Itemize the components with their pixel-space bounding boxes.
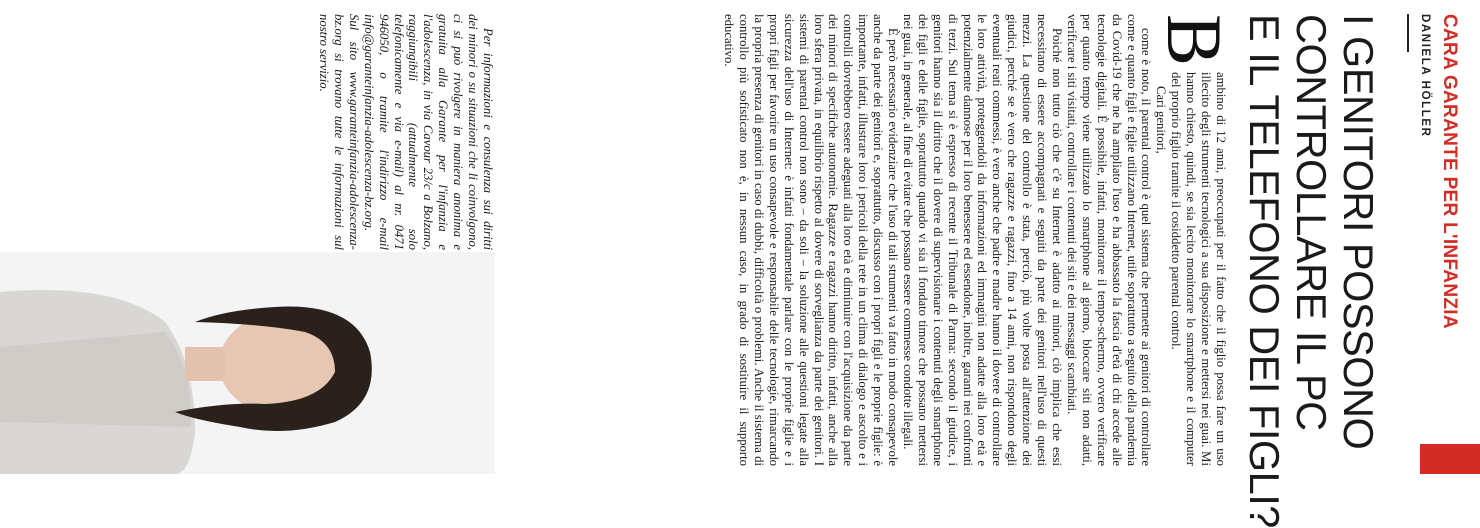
byline-rule [1407,14,1409,52]
answer-paragraph: Poiché non tutto ciò che c'è su Internet è adatto ai minori, ciò implica che essi necessitano di essere accompagnati e seguiti da parte dei genitori nell'uso di questi mezzi. La questione del controllo è stata, perciò, più volte posta all'attenzione dei giudici, perché se è vero che ragazze e ragazzi, fino a 14 anni, non rispondono degli eventuali reati commessi, è vero anche che padre e madre hanno il dovere di controllare le loro attività, proteggendoli da informazioni ed immagini non adatte alla loro età e potenzialmente dannose per il loro benessere ed essendone, inoltre, garanti nei confronti di terzi. Sul tema si è espresso di recente il Tribunale di Parma: secondo il giudice, i genitori hanno sia il diritto che il dovere di supervisionare i contenuti degli smartphone dei figli e delle figlie, soprattutto quando vi sia il fondato timore che possano mettersi nei guai, in generale, al fine di evitare che possano essere commesse condotte illegali. [900,14,1065,466]
headline-line: CONTROLLARE IL PC [1288,14,1335,431]
article-body [722,14,1238,466]
headline-line: I GENITORI POSSONO [1335,14,1382,450]
portrait-photo [0,252,495,474]
portrait-illustration [0,252,495,474]
headline [1241,14,1382,528]
author-byline: DANIELA HÖLLER [1419,14,1431,138]
headline-line: E IL TELEFONO DEI FIGLI? [1241,14,1288,528]
reader-letter-text: ambino di 12 anni, preoccupati per il fatto che il figlio possa fare un uso illecito degli strumenti tecnologici a sua disposizione e mettersi nei guai. Mi hanno chiesto, quindi, se sia lecito monitorare lo smartphone e il computer del proprio figlio tramite il cosiddetto parental control. [1169,72,1228,466]
info-text: Per informazioni e consulenza sui diritti dei minori o su situazioni che li coinvolgono, ci si può rivolgere in maniera anonima e gratuita alla Garante per l'infanzia e l'adolescenza, in via Cavour 23/c a Bolzano, raggiungibili (attualmente solo telefonicamente e via e-mail) al nr. 0471 946050, o tramite l'indirizzo e-mail info@garanteinfanzia-adolescenza-bz.org. Sul sito www.garanteinfanzia-adolescenza-bz.org si trovano tutte le informazioni sul nostro servizio. [317,14,495,250]
answer-paragraph: È però necessario evidenziare che l'uso di tali strumenti va fatto in modo consapevole anche da parte dei genitori e, soprattutto, discusso con i propri figli e le proprie figlie: è importante, infatti, illustrare loro i pericoli della rete in un clima di dialogo e ascolto e i controlli dovrebbero essere adeguati alla loro età e diminuire con l'acquisizione da parte dei minori di specifiche autonomie. Ragazze e ragazzi hanno diritto, infatti, anche alla loro sfera privata, in equilibrio rispetto al dovere di sorveglianza da parte dei genitori. I sistemi di parental control non sono – da soli – la soluzione alle questioni legate alla sicurezza dell'uso di Internet: è infatti fondamentale parlare con le proprie figlie e i propri figli per favorire un uso consapevole e responsabile delle tecnologie, rimarcando la propria presenza di genitori in caso di dubbi, difficoltà o problemi. Anche il sistema di controllo più sofisticato non è, in nessun caso, in grado di sostituire il supporto educativo. [722,14,901,466]
section-color-bar [1420,444,1480,474]
bottom-area [0,0,495,474]
answer-greeting: Cari genitori, [1154,86,1169,154]
section-rubric: CARA GARANTE PER L'INFANZIA [1439,14,1460,329]
drop-cap: B [1151,14,1238,67]
answer-paragraph: come è noto, il parental control è quel sistema che permette ai genitori di controllare come e quanto figli e figlie utilizzano Internet, utile soprattutto a seguito della pandemia da Covid-19 che ne ha ampliato l'uso e ha abbassato la fascia d'età di chi accede alle tecnologie digitali. È possibile, infatti, monitorare il tempo-schermo, ovvero verificare per quanto tempo viene utilizzato lo smartphone al giorno, bloccare siti non adatti, verificare i siti visitati, controllare i contenuti dei siti e dei messaggi scambiati. [1064,14,1154,466]
info-box [235,14,495,250]
